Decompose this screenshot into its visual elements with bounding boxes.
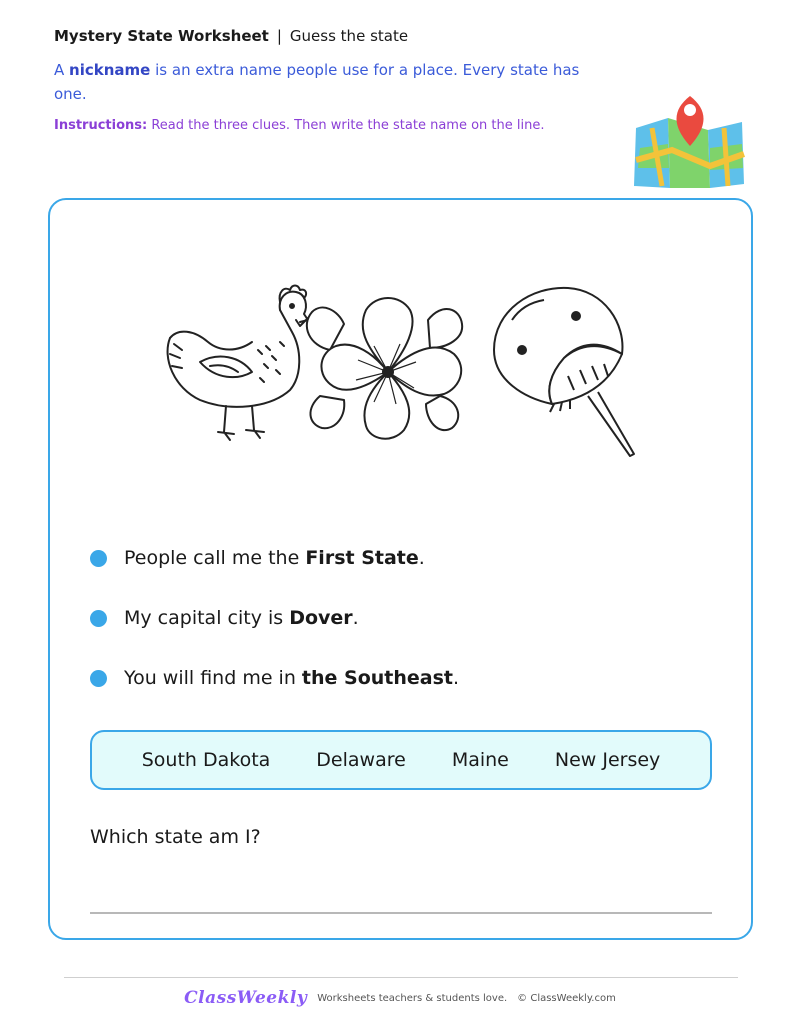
worksheet-subtitle: Guess the state [289,27,409,45]
clue-end: . [418,547,425,569]
clue-item [90,660,690,720]
clue-pictures [160,280,640,465]
clue-highlight: First State [305,547,419,569]
clue-end: . [453,667,460,689]
hen-illustration [168,286,308,441]
intro-prefix: A [54,61,65,79]
answer-line[interactable] [90,912,712,914]
worksheet-header [54,27,408,45]
instructions [54,118,544,133]
choice-new-jersey: New Jersey [554,749,661,771]
footer-copyright: © ClassWeekly.com [517,992,616,1004]
nickname-definition [54,58,594,106]
bullet-dot-icon [90,550,107,567]
footer-tagline: Worksheets teachers & students love. [317,992,508,1004]
clue-text: People call me the [124,547,300,569]
worksheet-title: Mystery State Worksheet [54,27,269,45]
footer [0,988,800,1008]
folded-map-with-pin-icon [632,88,746,190]
peach-blossom-illustration [307,298,462,439]
clue-item [90,600,690,660]
instructions-text: Read the three clues. Then write the state name on the line. [151,118,545,133]
choice-maine: Maine [451,749,509,771]
bullet-dot-icon [90,610,107,627]
question-prompt: Which state am I? [90,826,261,848]
instructions-label: Instructions: [54,118,148,133]
header-separator: | [276,27,282,45]
clue-end: . [352,607,359,629]
clue-highlight: Dover [289,607,353,629]
intro-term: nickname [69,61,151,79]
choice-delaware: Delaware [316,749,406,771]
choice-south-dakota: South Dakota [141,749,271,771]
clue-list [90,540,690,720]
intro-rest: is an extra name people use for a place. Every state has one. [54,61,580,103]
bullet-dot-icon [90,670,107,687]
clue-text: My capital city is [124,607,284,629]
clue-item [90,540,690,600]
brand-logo: ClassWeekly [184,988,308,1008]
clue-highlight: the Southeast [301,667,454,689]
footer-divider [64,977,738,978]
clue-text: You will find me in [124,667,296,689]
word-bank [90,730,712,790]
horseshoe-crab-illustration [494,288,634,456]
